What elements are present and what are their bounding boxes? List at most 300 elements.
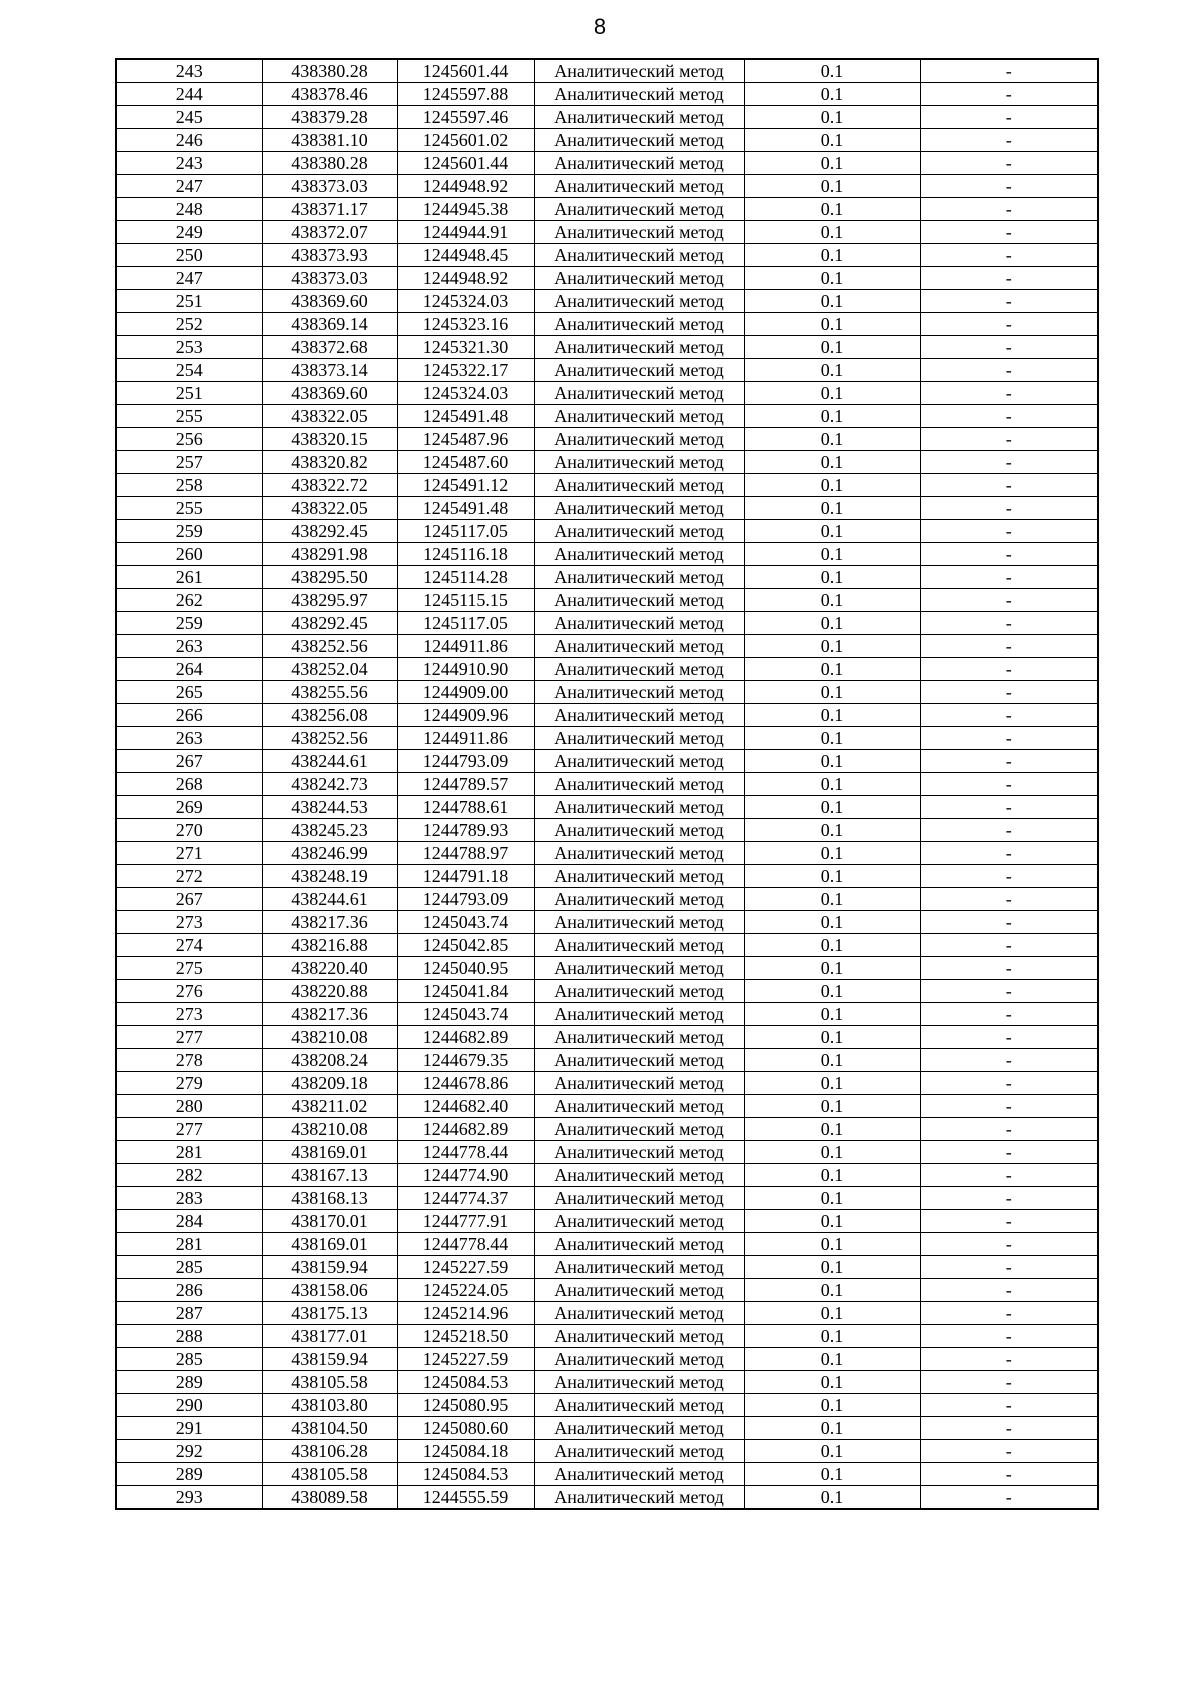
x-coordinate-cell: 438169.01	[262, 1141, 397, 1164]
accuracy-cell: 0.1	[744, 566, 920, 589]
point-number-cell: 267	[116, 888, 262, 911]
x-coordinate-cell: 438369.60	[262, 290, 397, 313]
method-cell: Аналитический метод	[534, 428, 744, 451]
accuracy-cell: 0.1	[744, 1233, 920, 1256]
table-row	[116, 543, 1098, 566]
table-row	[116, 773, 1098, 796]
table-row	[116, 313, 1098, 336]
point-number-cell: 260	[116, 543, 262, 566]
method-cell: Аналитический метод	[534, 451, 744, 474]
method-cell: Аналитический метод	[534, 1210, 744, 1233]
x-coordinate-cell: 438168.13	[262, 1187, 397, 1210]
method-cell: Аналитический метод	[534, 152, 744, 175]
x-coordinate-cell: 438381.10	[262, 129, 397, 152]
x-coordinate-cell: 438372.07	[262, 221, 397, 244]
x-coordinate-cell: 438252.56	[262, 635, 397, 658]
x-coordinate-cell: 438372.68	[262, 336, 397, 359]
note-cell: -	[920, 1095, 1098, 1118]
accuracy-cell: 0.1	[744, 681, 920, 704]
x-coordinate-cell: 438369.14	[262, 313, 397, 336]
y-coordinate-cell: 1245601.44	[397, 152, 534, 175]
point-number-cell: 256	[116, 428, 262, 451]
note-cell: -	[920, 1164, 1098, 1187]
accuracy-cell: 0.1	[744, 497, 920, 520]
x-coordinate-cell: 438105.58	[262, 1371, 397, 1394]
note-cell: -	[920, 1371, 1098, 1394]
y-coordinate-cell: 1245227.59	[397, 1256, 534, 1279]
point-number-cell: 285	[116, 1256, 262, 1279]
method-cell: Аналитический метод	[534, 520, 744, 543]
x-coordinate-cell: 438292.45	[262, 612, 397, 635]
accuracy-cell: 0.1	[744, 313, 920, 336]
y-coordinate-cell: 1244793.09	[397, 750, 534, 773]
point-number-cell: 259	[116, 520, 262, 543]
table-row	[116, 727, 1098, 750]
method-cell: Аналитический метод	[534, 1394, 744, 1417]
accuracy-cell: 0.1	[744, 727, 920, 750]
table-row	[116, 681, 1098, 704]
x-coordinate-cell: 438380.28	[262, 152, 397, 175]
point-number-cell: 284	[116, 1210, 262, 1233]
note-cell: -	[920, 888, 1098, 911]
method-cell: Аналитический метод	[534, 1463, 744, 1486]
y-coordinate-cell: 1244948.92	[397, 175, 534, 198]
table-row	[116, 796, 1098, 819]
x-coordinate-cell: 438369.60	[262, 382, 397, 405]
accuracy-cell: 0.1	[744, 1118, 920, 1141]
x-coordinate-cell: 438373.03	[262, 175, 397, 198]
x-coordinate-cell: 438245.23	[262, 819, 397, 842]
table-row	[116, 1325, 1098, 1348]
y-coordinate-cell: 1244909.00	[397, 681, 534, 704]
table-row	[116, 1072, 1098, 1095]
table-row	[116, 1210, 1098, 1233]
x-coordinate-cell: 438220.40	[262, 957, 397, 980]
y-coordinate-cell: 1244948.92	[397, 267, 534, 290]
point-number-cell: 281	[116, 1233, 262, 1256]
note-cell: -	[920, 1394, 1098, 1417]
note-cell: -	[920, 83, 1098, 106]
point-number-cell: 281	[116, 1141, 262, 1164]
table-row	[116, 750, 1098, 773]
note-cell: -	[920, 612, 1098, 635]
accuracy-cell: 0.1	[744, 1325, 920, 1348]
point-number-cell: 289	[116, 1463, 262, 1486]
y-coordinate-cell: 1245597.46	[397, 106, 534, 129]
point-number-cell: 262	[116, 589, 262, 612]
y-coordinate-cell: 1244678.86	[397, 1072, 534, 1095]
method-cell: Аналитический метод	[534, 1164, 744, 1187]
note-cell: -	[920, 589, 1098, 612]
y-coordinate-cell: 1244910.90	[397, 658, 534, 681]
point-number-cell: 249	[116, 221, 262, 244]
point-number-cell: 285	[116, 1348, 262, 1371]
point-number-cell: 291	[116, 1417, 262, 1440]
table-row	[116, 83, 1098, 106]
table-row	[116, 980, 1098, 1003]
method-cell: Аналитический метод	[534, 1256, 744, 1279]
note-cell: -	[920, 658, 1098, 681]
y-coordinate-cell: 1245491.48	[397, 405, 534, 428]
y-coordinate-cell: 1244911.86	[397, 727, 534, 750]
accuracy-cell: 0.1	[744, 129, 920, 152]
method-cell: Аналитический метод	[534, 750, 744, 773]
point-number-cell: 255	[116, 497, 262, 520]
note-cell: -	[920, 313, 1098, 336]
method-cell: Аналитический метод	[534, 704, 744, 727]
x-coordinate-cell: 438371.17	[262, 198, 397, 221]
point-number-cell: 263	[116, 635, 262, 658]
point-number-cell: 283	[116, 1187, 262, 1210]
point-number-cell: 247	[116, 175, 262, 198]
x-coordinate-cell: 438320.15	[262, 428, 397, 451]
point-number-cell: 276	[116, 980, 262, 1003]
method-cell: Аналитический метод	[534, 59, 744, 83]
y-coordinate-cell: 1244777.91	[397, 1210, 534, 1233]
table-row	[116, 359, 1098, 382]
method-cell: Аналитический метод	[534, 911, 744, 934]
y-coordinate-cell: 1245114.28	[397, 566, 534, 589]
x-coordinate-cell: 438246.99	[262, 842, 397, 865]
method-cell: Аналитический метод	[534, 1072, 744, 1095]
point-number-cell: 269	[116, 796, 262, 819]
method-cell: Аналитический метод	[534, 1118, 744, 1141]
accuracy-cell: 0.1	[744, 175, 920, 198]
accuracy-cell: 0.1	[744, 1348, 920, 1371]
y-coordinate-cell: 1245042.85	[397, 934, 534, 957]
note-cell: -	[920, 221, 1098, 244]
point-number-cell: 290	[116, 1394, 262, 1417]
method-cell: Аналитический метод	[534, 474, 744, 497]
table-row	[116, 1233, 1098, 1256]
note-cell: -	[920, 681, 1098, 704]
accuracy-cell: 0.1	[744, 888, 920, 911]
point-number-cell: 273	[116, 911, 262, 934]
point-number-cell: 244	[116, 83, 262, 106]
y-coordinate-cell: 1244791.18	[397, 865, 534, 888]
point-number-cell: 251	[116, 382, 262, 405]
table-row	[116, 474, 1098, 497]
table-row	[116, 198, 1098, 221]
point-number-cell: 253	[116, 336, 262, 359]
accuracy-cell: 0.1	[744, 336, 920, 359]
y-coordinate-cell: 1245324.03	[397, 382, 534, 405]
accuracy-cell: 0.1	[744, 244, 920, 267]
table-row	[116, 658, 1098, 681]
method-cell: Аналитический метод	[534, 543, 744, 566]
accuracy-cell: 0.1	[744, 1394, 920, 1417]
y-coordinate-cell: 1245601.44	[397, 59, 534, 83]
accuracy-cell: 0.1	[744, 359, 920, 382]
y-coordinate-cell: 1244682.40	[397, 1095, 534, 1118]
note-cell: -	[920, 1325, 1098, 1348]
y-coordinate-cell: 1244774.37	[397, 1187, 534, 1210]
accuracy-cell: 0.1	[744, 59, 920, 83]
y-coordinate-cell: 1245323.16	[397, 313, 534, 336]
method-cell: Аналитический метод	[534, 290, 744, 313]
x-coordinate-cell: 438380.28	[262, 59, 397, 83]
note-cell: -	[920, 497, 1098, 520]
method-cell: Аналитический метод	[534, 727, 744, 750]
point-number-cell: 265	[116, 681, 262, 704]
table-row	[116, 221, 1098, 244]
accuracy-cell: 0.1	[744, 957, 920, 980]
note-cell: -	[920, 635, 1098, 658]
table-row	[116, 520, 1098, 543]
point-number-cell: 248	[116, 198, 262, 221]
y-coordinate-cell: 1244911.86	[397, 635, 534, 658]
note-cell: -	[920, 106, 1098, 129]
accuracy-cell: 0.1	[744, 1371, 920, 1394]
x-coordinate-cell: 438320.82	[262, 451, 397, 474]
table-row	[116, 1187, 1098, 1210]
x-coordinate-cell: 438105.58	[262, 1463, 397, 1486]
note-cell: -	[920, 1210, 1098, 1233]
table-row	[116, 59, 1098, 83]
y-coordinate-cell: 1245321.30	[397, 336, 534, 359]
accuracy-cell: 0.1	[744, 865, 920, 888]
point-number-cell: 277	[116, 1026, 262, 1049]
point-number-cell: 278	[116, 1049, 262, 1072]
method-cell: Аналитический метод	[534, 1440, 744, 1463]
method-cell: Аналитический метод	[534, 658, 744, 681]
y-coordinate-cell: 1245487.60	[397, 451, 534, 474]
accuracy-cell: 0.1	[744, 1164, 920, 1187]
table-row	[116, 1049, 1098, 1072]
table-row	[116, 451, 1098, 474]
x-coordinate-cell: 438291.98	[262, 543, 397, 566]
accuracy-cell: 0.1	[744, 796, 920, 819]
point-number-cell: 267	[116, 750, 262, 773]
x-coordinate-cell: 438167.13	[262, 1164, 397, 1187]
x-coordinate-cell: 438170.01	[262, 1210, 397, 1233]
accuracy-cell: 0.1	[744, 1210, 920, 1233]
y-coordinate-cell: 1244788.61	[397, 796, 534, 819]
note-cell: -	[920, 957, 1098, 980]
method-cell: Аналитический метод	[534, 865, 744, 888]
point-number-cell: 271	[116, 842, 262, 865]
x-coordinate-cell: 438106.28	[262, 1440, 397, 1463]
note-cell: -	[920, 865, 1098, 888]
x-coordinate-cell: 438322.05	[262, 405, 397, 428]
table-row	[116, 129, 1098, 152]
method-cell: Аналитический метод	[534, 106, 744, 129]
point-number-cell: 293	[116, 1486, 262, 1510]
method-cell: Аналитический метод	[534, 934, 744, 957]
table-row	[116, 336, 1098, 359]
x-coordinate-cell: 438256.08	[262, 704, 397, 727]
accuracy-cell: 0.1	[744, 106, 920, 129]
table-row	[116, 1302, 1098, 1325]
note-cell: -	[920, 152, 1098, 175]
method-cell: Аналитический метод	[534, 819, 744, 842]
accuracy-cell: 0.1	[744, 911, 920, 934]
point-number-cell: 247	[116, 267, 262, 290]
accuracy-cell: 0.1	[744, 1003, 920, 1026]
method-cell: Аналитический метод	[534, 129, 744, 152]
accuracy-cell: 0.1	[744, 704, 920, 727]
method-cell: Аналитический метод	[534, 1049, 744, 1072]
x-coordinate-cell: 438295.97	[262, 589, 397, 612]
accuracy-cell: 0.1	[744, 1072, 920, 1095]
method-cell: Аналитический метод	[534, 957, 744, 980]
table-row	[116, 267, 1098, 290]
table-row	[116, 497, 1098, 520]
point-number-cell: 245	[116, 106, 262, 129]
accuracy-cell: 0.1	[744, 589, 920, 612]
accuracy-cell: 0.1	[744, 267, 920, 290]
point-number-cell: 289	[116, 1371, 262, 1394]
point-number-cell: 261	[116, 566, 262, 589]
y-coordinate-cell: 1245214.96	[397, 1302, 534, 1325]
note-cell: -	[920, 1141, 1098, 1164]
x-coordinate-cell: 438295.50	[262, 566, 397, 589]
y-coordinate-cell: 1245491.12	[397, 474, 534, 497]
y-coordinate-cell: 1244682.89	[397, 1026, 534, 1049]
method-cell: Аналитический метод	[534, 773, 744, 796]
method-cell: Аналитический метод	[534, 1302, 744, 1325]
note-cell: -	[920, 1187, 1098, 1210]
point-number-cell: 287	[116, 1302, 262, 1325]
y-coordinate-cell: 1245487.96	[397, 428, 534, 451]
y-coordinate-cell: 1244944.91	[397, 221, 534, 244]
x-coordinate-cell: 438322.05	[262, 497, 397, 520]
accuracy-cell: 0.1	[744, 451, 920, 474]
note-cell: -	[920, 382, 1098, 405]
method-cell: Аналитический метод	[534, 1486, 744, 1510]
method-cell: Аналитический метод	[534, 1233, 744, 1256]
point-number-cell: 286	[116, 1279, 262, 1302]
x-coordinate-cell: 438255.56	[262, 681, 397, 704]
table-row	[116, 865, 1098, 888]
y-coordinate-cell: 1244909.96	[397, 704, 534, 727]
method-cell: Аналитический метод	[534, 405, 744, 428]
method-cell: Аналитический метод	[534, 1003, 744, 1026]
point-number-cell: 266	[116, 704, 262, 727]
y-coordinate-cell: 1245116.18	[397, 543, 534, 566]
note-cell: -	[920, 980, 1098, 1003]
note-cell: -	[920, 290, 1098, 313]
y-coordinate-cell: 1244789.57	[397, 773, 534, 796]
method-cell: Аналитический метод	[534, 888, 744, 911]
y-coordinate-cell: 1244793.09	[397, 888, 534, 911]
table-row	[116, 819, 1098, 842]
accuracy-cell: 0.1	[744, 520, 920, 543]
table-row	[116, 106, 1098, 129]
x-coordinate-cell: 438089.58	[262, 1486, 397, 1510]
note-cell: -	[920, 59, 1098, 83]
accuracy-cell: 0.1	[744, 750, 920, 773]
point-number-cell: 272	[116, 865, 262, 888]
table-row	[116, 1463, 1098, 1486]
x-coordinate-cell: 438175.13	[262, 1302, 397, 1325]
note-cell: -	[920, 1118, 1098, 1141]
y-coordinate-cell: 1244948.45	[397, 244, 534, 267]
accuracy-cell: 0.1	[744, 1141, 920, 1164]
y-coordinate-cell: 1245043.74	[397, 911, 534, 934]
x-coordinate-cell: 438244.53	[262, 796, 397, 819]
accuracy-cell: 0.1	[744, 819, 920, 842]
table-row	[116, 704, 1098, 727]
method-cell: Аналитический метод	[534, 1371, 744, 1394]
x-coordinate-cell: 438292.45	[262, 520, 397, 543]
method-cell: Аналитический метод	[534, 1325, 744, 1348]
note-cell: -	[920, 1302, 1098, 1325]
x-coordinate-cell: 438248.19	[262, 865, 397, 888]
method-cell: Аналитический метод	[534, 566, 744, 589]
note-cell: -	[920, 359, 1098, 382]
method-cell: Аналитический метод	[534, 1141, 744, 1164]
y-coordinate-cell: 1244682.89	[397, 1118, 534, 1141]
table-row	[116, 1394, 1098, 1417]
point-number-cell: 252	[116, 313, 262, 336]
accuracy-cell: 0.1	[744, 83, 920, 106]
note-cell: -	[920, 1348, 1098, 1371]
note-cell: -	[920, 1003, 1098, 1026]
table-row	[116, 382, 1098, 405]
accuracy-cell: 0.1	[744, 1256, 920, 1279]
method-cell: Аналитический метод	[534, 1026, 744, 1049]
note-cell: -	[920, 1026, 1098, 1049]
x-coordinate-cell: 438211.02	[262, 1095, 397, 1118]
y-coordinate-cell: 1244555.59	[397, 1486, 534, 1510]
method-cell: Аналитический метод	[534, 497, 744, 520]
accuracy-cell: 0.1	[744, 635, 920, 658]
y-coordinate-cell: 1245080.60	[397, 1417, 534, 1440]
accuracy-cell: 0.1	[744, 1486, 920, 1510]
method-cell: Аналитический метод	[534, 1187, 744, 1210]
method-cell: Аналитический метод	[534, 313, 744, 336]
point-number-cell: 273	[116, 1003, 262, 1026]
table-row	[116, 888, 1098, 911]
x-coordinate-cell: 438378.46	[262, 83, 397, 106]
note-cell: -	[920, 566, 1098, 589]
note-cell: -	[920, 704, 1098, 727]
accuracy-cell: 0.1	[744, 474, 920, 497]
method-cell: Аналитический метод	[534, 635, 744, 658]
accuracy-cell: 0.1	[744, 842, 920, 865]
table-row	[116, 152, 1098, 175]
note-cell: -	[920, 336, 1098, 359]
method-cell: Аналитический метод	[534, 681, 744, 704]
point-number-cell: 280	[116, 1095, 262, 1118]
table-row	[116, 612, 1098, 635]
accuracy-cell: 0.1	[744, 1302, 920, 1325]
table-row	[116, 1279, 1098, 1302]
table-row	[116, 911, 1098, 934]
method-cell: Аналитический метод	[534, 1417, 744, 1440]
y-coordinate-cell: 1245491.48	[397, 497, 534, 520]
point-number-cell: 288	[116, 1325, 262, 1348]
accuracy-cell: 0.1	[744, 612, 920, 635]
point-number-cell: 274	[116, 934, 262, 957]
point-number-cell: 246	[116, 129, 262, 152]
method-cell: Аналитический метод	[534, 83, 744, 106]
accuracy-cell: 0.1	[744, 152, 920, 175]
y-coordinate-cell: 1245117.05	[397, 612, 534, 635]
note-cell: -	[920, 244, 1098, 267]
note-cell: -	[920, 934, 1098, 957]
y-coordinate-cell: 1245084.18	[397, 1440, 534, 1463]
accuracy-cell: 0.1	[744, 980, 920, 1003]
x-coordinate-cell: 438373.93	[262, 244, 397, 267]
x-coordinate-cell: 438158.06	[262, 1279, 397, 1302]
note-cell: -	[920, 1417, 1098, 1440]
accuracy-cell: 0.1	[744, 658, 920, 681]
method-cell: Аналитический метод	[534, 267, 744, 290]
point-number-cell: 277	[116, 1118, 262, 1141]
y-coordinate-cell: 1245322.17	[397, 359, 534, 382]
